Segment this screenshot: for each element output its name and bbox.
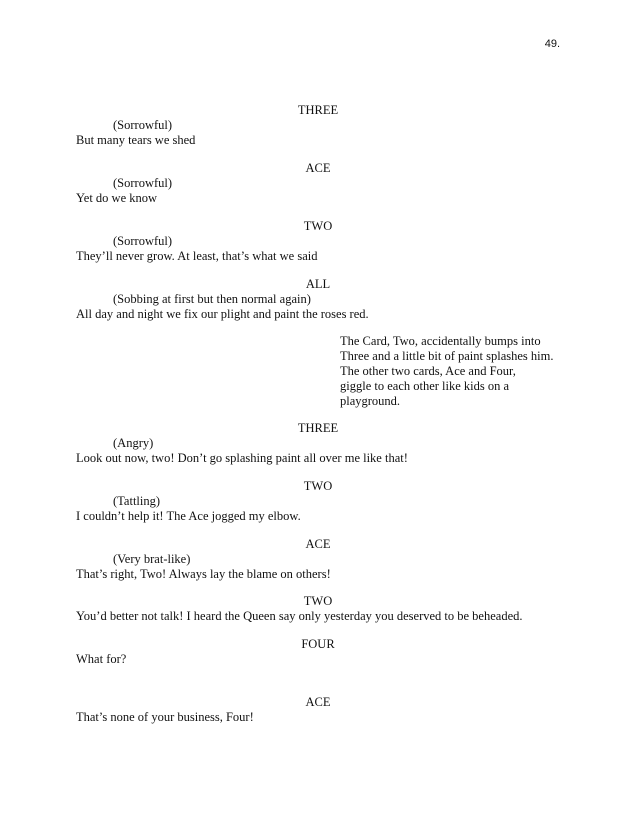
dialogue-line: That’s none of your business, Four! [76, 710, 254, 724]
page-number: 49. [544, 38, 560, 50]
dialogue-line: Yet do we know [76, 191, 158, 205]
parenthetical: (Sorrowful) [113, 176, 173, 190]
dialogue-line: All day and night we fix our plight and paint the roses red. [76, 307, 369, 321]
character-name: ACE [305, 695, 331, 709]
action-line: Three and a little bit of paint splashes him. [340, 349, 554, 363]
character-name: TWO [303, 594, 333, 608]
action-line: giggle to each other like kids on a [340, 379, 510, 393]
character-name: TWO [303, 219, 333, 233]
character-name: TWO [303, 479, 333, 493]
dialogue-line: They’ll never grow. At least, that’s what we said [76, 249, 318, 263]
action-line: The Card, Two, accidentally bumps into [340, 334, 541, 348]
action-line: The other two cards, Ace and Four, [340, 364, 516, 378]
parenthetical: (Tattling) [113, 494, 161, 508]
character-name: THREE [297, 421, 339, 435]
dialogue-line: That’s right, Two! Always lay the blame on others! [76, 567, 331, 581]
parenthetical: (Sorrowful) [113, 118, 173, 132]
character-name: ACE [305, 161, 331, 175]
parenthetical: (Sorrowful) [113, 234, 173, 248]
action-line: playground. [340, 394, 401, 408]
dialogue-line: I couldn’t help it! The Ace jogged my elbow. [76, 509, 301, 523]
dialogue-line: You’d better not talk! I heard the Queen say only yesterday you deserved to be beheaded. [76, 609, 523, 623]
parenthetical: (Sobbing at first but then normal again) [113, 292, 311, 306]
parenthetical: (Angry) [113, 436, 154, 450]
character-name: ALL [305, 277, 331, 291]
character-name: ACE [305, 537, 331, 551]
character-name: THREE [297, 103, 339, 117]
dialogue-line: Look out now, two! Don’t go splashing paint all over me like that! [76, 451, 408, 465]
dialogue-line: What for? [76, 652, 127, 666]
parenthetical: (Very brat-like) [113, 552, 191, 566]
dialogue-line: But many tears we shed [76, 133, 196, 147]
character-name: FOUR [301, 637, 335, 651]
